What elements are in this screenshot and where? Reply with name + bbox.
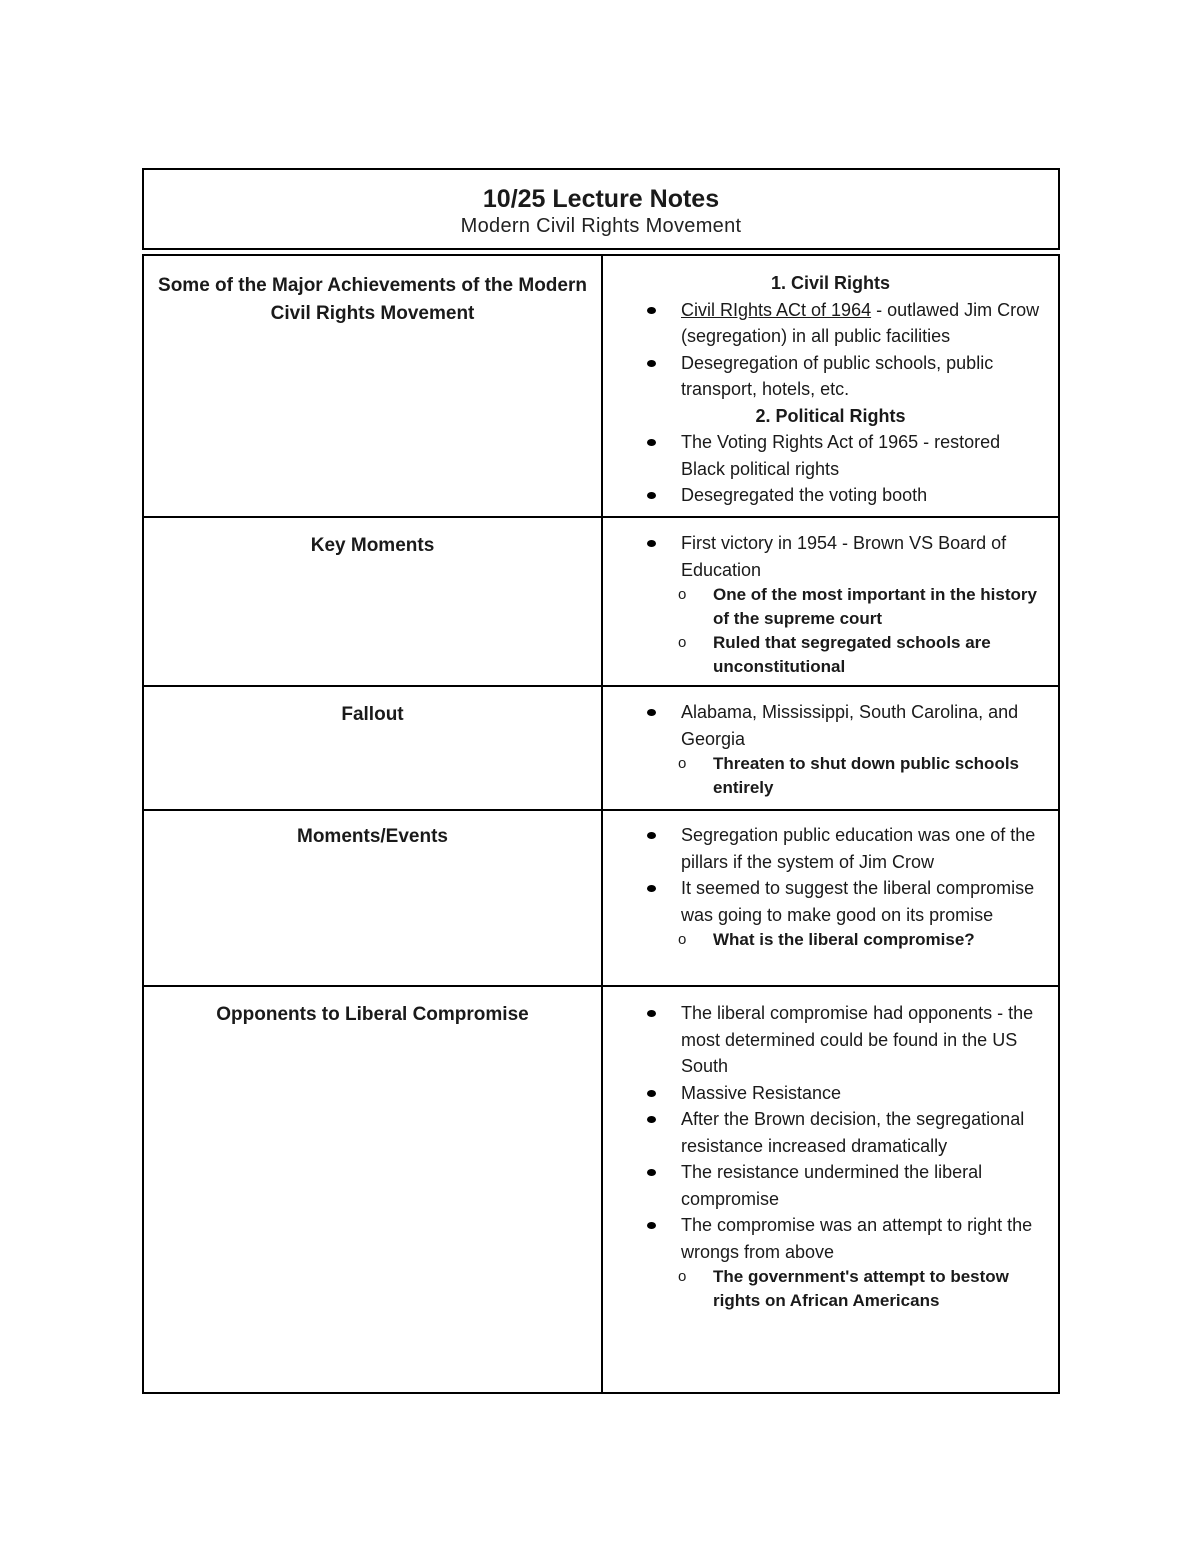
table-row-achievements — [144, 256, 1058, 518]
page-subtitle: Modern Civil Rights Movement — [460, 215, 742, 237]
bullet-item: After the Brown decision, the segregational resistance increased dramatically — [641, 1106, 1048, 1159]
table-row-opponents — [144, 987, 1058, 1392]
notes-table — [142, 254, 1060, 1394]
row-notes — [603, 811, 1058, 952]
row-label: Some of the Major Achievements of the Modern Civil Rights Movement — [158, 275, 587, 324]
sub-bullet-item: o Threaten to shut down public schools entirely — [641, 752, 1048, 800]
sub-bullet-item: o The government's attempt to bestow rights on African Americans — [641, 1265, 1048, 1313]
bullet-item: The liberal compromise had opponents - the most determined could be found in the US South — [641, 1000, 1048, 1080]
header-box — [142, 168, 1060, 250]
bullet-item — [641, 297, 1048, 350]
bullet-item: Segregation public education was one of the pillars if the system of Jim Crow — [641, 822, 1048, 875]
row-notes — [603, 256, 1058, 509]
sub-bullet-item: o One of the most important in the history of the supreme court — [641, 583, 1048, 631]
bullet-item: The compromise was an attempt to right the wrongs from above — [641, 1212, 1048, 1265]
row-notes — [603, 687, 1058, 800]
bullet-item: Massive Resistance — [641, 1080, 1048, 1107]
sub-bullet-item: o What is the liberal compromise? — [641, 928, 1048, 952]
row-label: Fallout — [341, 704, 404, 725]
row-label: Opponents to Liberal Compromise — [216, 1004, 529, 1025]
bullet-item: Desegregation of public schools, public transport, hotels, etc. — [641, 350, 1048, 403]
bullet-item: Alabama, Mississippi, South Carolina, and Georgia — [641, 699, 1048, 752]
table-row-key-moments — [144, 518, 1058, 687]
section-heading: 1. Civil Rights — [770, 273, 891, 293]
row-notes — [603, 518, 1058, 679]
section-heading: 2. Political Rights — [755, 405, 906, 426]
bullet-item: The resistance undermined the liberal compromise — [641, 1159, 1048, 1212]
row-label: Moments/Events — [297, 826, 448, 847]
underlined-text: Civil RIghts ACt of 1964 — [681, 299, 872, 320]
bullet-text: - outlawed Jim Crow (segregation) in all public facilities — [681, 299, 1040, 346]
sub-bullet-item: o Ruled that segregated schools are unconstitutional — [641, 631, 1048, 679]
table-row-moments-events — [144, 811, 1058, 987]
bullet-item: It seemed to suggest the liberal compromise was going to make good on its promise — [641, 875, 1048, 928]
bullet-item: The Voting Rights Act of 1965 - restored Black political rights — [641, 429, 1048, 482]
row-notes — [603, 987, 1058, 1313]
row-label: Key Moments — [310, 535, 435, 556]
table-row-fallout — [144, 687, 1058, 811]
bullet-item: Desegregated the voting booth — [641, 482, 1048, 509]
page-title: 10/25 Lecture Notes — [482, 185, 720, 213]
bullet-item: First victory in 1954 - Brown VS Board of Education — [641, 530, 1048, 583]
